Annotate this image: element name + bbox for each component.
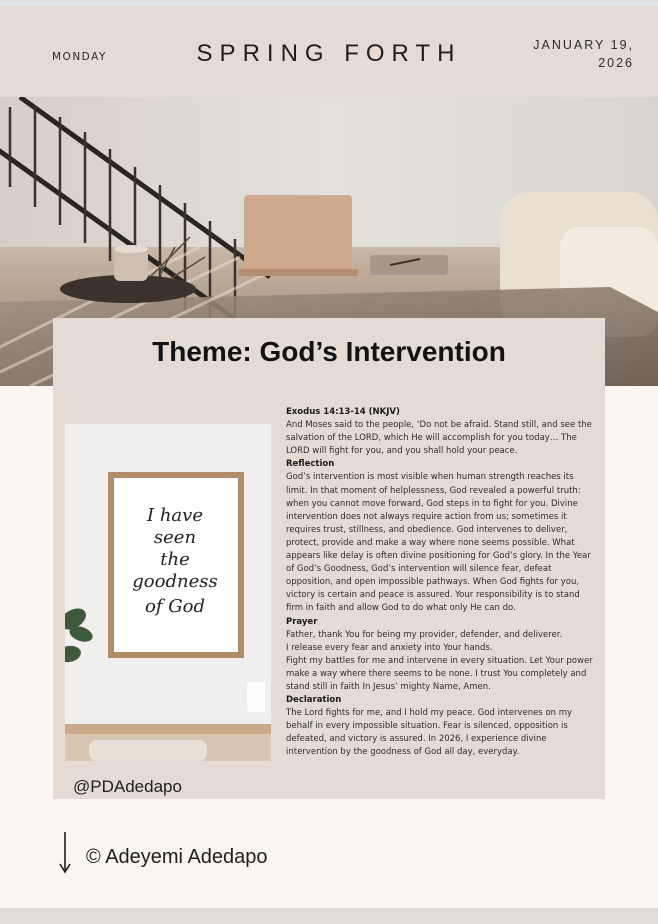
frame-line-5: of God	[145, 596, 205, 617]
declaration-heading: Declaration	[286, 695, 342, 706]
date-line-2: 2026	[598, 56, 634, 70]
bottom-border	[0, 908, 658, 924]
frame-line-1: I have	[147, 505, 203, 526]
frame-line-3: the	[160, 549, 190, 570]
frame-line-2: seen	[153, 527, 197, 548]
scripture-reference: Exodus 14:13-14 (NKJV)	[286, 407, 400, 417]
copyright-credit: © Adeyemi Adedapo	[86, 846, 268, 868]
author-handle: @PDAdedapo	[73, 777, 182, 796]
date-label	[514, 36, 634, 72]
declaration-text: The Lord fights for me, and I hold my peace. God intervenes on my behalf in every impossible situation. Fear is silenced, opposition is defeated, and victory is assured. In 2026, I experience divine intervention by the goodness of God all day, everyday.	[286, 708, 573, 758]
frame-line-4: goodness	[132, 571, 218, 592]
prayer-line-2: I release every fear and anxiety into Your hands.	[286, 642, 493, 653]
date-line-1: JANUARY 19,	[533, 38, 634, 52]
reflection-text: God’s intervention is most visible when human strength reaches its limit. In that moment of helplessness, God revealed a powerful truth: when you cannot move forward, God steps in to fight for you. Divine intervention does not always require action from us; sometimes it requires trust, stillness, and obedience. God intervenes to deliver, protect, provide and make a way where none seems possible. What appears like delay is often divine positioning for God’s glory. In the Year of God’s Goodness, God’s intervention will silence fear, defeat opposition, and open impossible pathways. When God fights for you, victory is certain and peace is assured. Your responsibility is to stand firm in faith and allow God to do what only He can do.	[286, 472, 591, 614]
prayer-line-1: Father, thank You for being my provider, defender, and deliverer.	[286, 629, 563, 640]
page-title: SPRING FORTH	[196, 40, 462, 67]
prayer-heading: Prayer	[286, 616, 318, 627]
framed-quote-photo	[65, 424, 271, 761]
theme-title: Theme: God’s Intervention	[152, 336, 506, 367]
scripture-text: And Moses said to the people, ‘Do not be afraid. Stand still, and see the salvation of the LORD, which He will accomplish for you today… The LORD will fight for you, and you shall hold your peace.	[286, 420, 592, 457]
prayer-line-3: Fight my battles for me and intervene in every situation. Let Your power make a way where there seems to be none. I trust You completely and stand still in faith In Jesus’ mighty Name, Amen.	[286, 655, 593, 692]
devotional-text	[286, 406, 594, 760]
day-label: MONDAY	[52, 51, 107, 63]
header	[0, 6, 658, 97]
arrow-down-icon	[58, 832, 72, 874]
theme-card	[53, 318, 605, 799]
reflection-heading: Reflection	[286, 459, 335, 470]
